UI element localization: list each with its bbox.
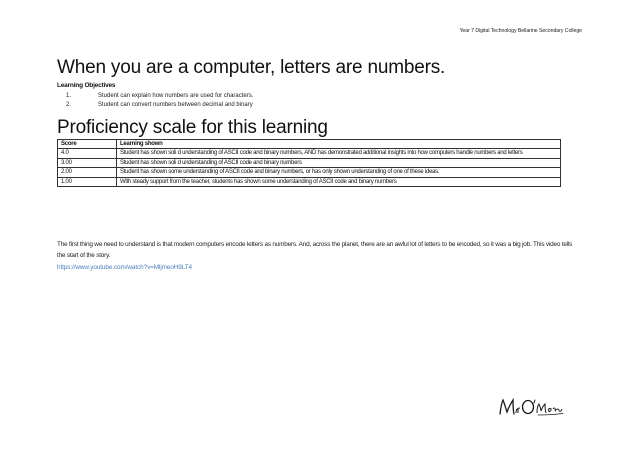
objectives-heading: Learning Objectives [57, 82, 116, 89]
score-cell: 4.0 [58, 149, 117, 158]
score-cell: 2.00 [58, 168, 117, 177]
score-cell: 3.00 [58, 158, 117, 167]
learning-cell: Student has shown soli d understanding of ASCII code and binary numbers [117, 158, 561, 167]
intro-paragraph: The first thing we need to understand is that modern computers encode letters as numbers. And, across the planet, there are an awful lot of letters to be encoded, so it was a big job. This video tells the start of the story. [57, 241, 573, 259]
table-header-row [58, 140, 561, 149]
signature-logo [497, 396, 565, 418]
table-row [58, 158, 561, 167]
objectives-list [66, 92, 253, 110]
learning-header: Learning shown [117, 140, 561, 149]
objective-item [66, 101, 253, 110]
score-cell: 1.00 [58, 177, 117, 186]
table-row [58, 177, 561, 186]
learning-cell: Student has shown soli d understanding of ASCII code and binary numbers, AND has demonstrated additional insights into how computers handle numbers and letters [117, 149, 561, 158]
header-note: Year 7 Digital Technology Bellarine Secondary College [459, 28, 582, 34]
table-row [58, 168, 561, 177]
learning-cell: With steady support from the teacher, students has shown some understanding of ASCII code and binary numbers [117, 177, 561, 186]
video-link[interactable]: https://www.youtube.com/watch?v=MljmeoH9LT4 [57, 264, 192, 271]
objective-text: Student can explain how numbers are used for characters. [98, 93, 254, 99]
objective-text: Student can convert numbers between decimal and binary [98, 102, 253, 108]
objective-number: 1. [66, 93, 72, 99]
score-header: Score [58, 140, 117, 149]
learning-cell: Student has shown some understanding of ASCII code and binary numbers, or has only shown understanding of one of these ideas. [117, 168, 561, 177]
proficiency-table [57, 139, 561, 187]
table-row [58, 149, 561, 158]
objective-number: 2. [66, 102, 72, 108]
page-title: When you are a computer, letters are numbers. [57, 57, 446, 78]
scale-title: Proficiency scale for this learning [57, 117, 328, 138]
objective-item [66, 92, 253, 101]
